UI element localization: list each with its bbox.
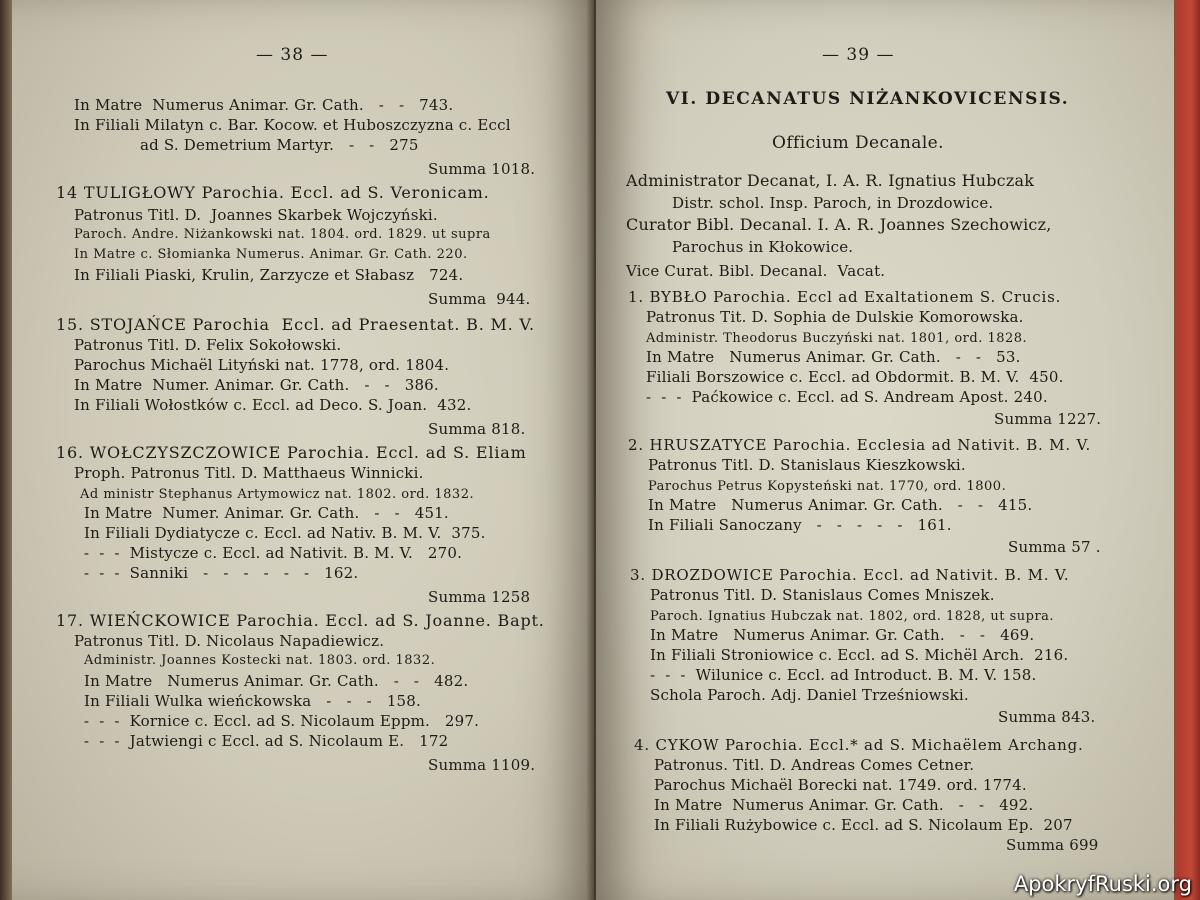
summa-line: Summa 843.: [998, 708, 1096, 726]
summa-line: Summa 57 .: [1008, 538, 1101, 556]
parish-heading: 17. WIEŃCKOWICE Parochia. Eccl. ad S. Joanne. Bapt.: [56, 611, 545, 630]
text-line: Curator Bibl. Decanal. I. A. R. Joannes Szechowicz,: [626, 215, 1052, 234]
parish-heading: 4. CYKOW Parochia. Eccl.* ad S. Michaëlem Archang.: [634, 736, 1084, 754]
page-number: — 38 —: [256, 45, 329, 65]
text-line: - - - Wilunice c. Eccl. ad Introduct. B. M. V. 158.: [650, 666, 1037, 684]
text-line: Ad ministr Stephanus Artymowicz nat. 1802. ord. 1832.: [80, 487, 475, 502]
summa-line: Summa 818.: [428, 420, 526, 438]
text-line: Administr. Joannes Kostecki nat. 1803. ord. 1832.: [84, 653, 436, 668]
text-line: Administrator Decanat, I. A. R. Ignatius Hubczak: [626, 171, 1035, 190]
summa-line: Summa 1018.: [428, 160, 536, 178]
text-line: In Filiali Sanoczany - - - - - 161.: [648, 516, 952, 534]
page-number: — 39 —: [822, 45, 895, 65]
section-title: Officium Decanale.: [772, 133, 944, 153]
text-line: - - - Kornice c. Eccl. ad S. Nicolaum Eppm. 297.: [84, 712, 480, 730]
text-line: In Filiali Wołostków c. Eccl. ad Deco. S. Joan. 432.: [74, 396, 472, 414]
summa-line: Summa 1258: [428, 588, 531, 606]
parish-heading: 1. BYBŁO Parochia. Eccl ad Exaltationem S. Crucis.: [628, 288, 1062, 306]
summa-line: Summa 699: [1006, 836, 1099, 854]
text-line: Parochus Michaël Lityński nat. 1778, ord. 1804.: [74, 356, 450, 374]
text-line: In Filiali Wulka wieńckowska - - - 158.: [84, 692, 422, 710]
text-line: In Matre c. Słomianka Numerus. Animar. Gr. Cath. 220.: [74, 247, 468, 262]
parish-heading: 3. DROZDOWICE Parochia. Eccl. ad Nativit. B. M. V.: [630, 566, 1070, 584]
text-line: Patronus. Titl. D. Andreas Comes Cetner.: [654, 756, 975, 774]
right-page: [596, 0, 1174, 900]
deanery-title: VI. DECANATUS NIŻANKOVICENSIS.: [666, 89, 1070, 109]
text-line: In Matre Numerus Animar. Gr. Cath. - - 743.: [74, 96, 454, 114]
text-line: Proph. Patronus Titl. D. Matthaeus Winnicki.: [74, 464, 424, 482]
text-line: In Matre Numerus Animar. Gr. Cath. - - 469.: [650, 626, 1035, 644]
text-line: In Matre Numerus Animar. Gr. Cath. - - 415.: [648, 496, 1033, 514]
text-line: Patronus Titl. D. Joannes Skarbek Wojczyński.: [74, 206, 438, 224]
text-line: Paroch. Andre. Niżankowski nat. 1804. ord. 1829. ut supra: [74, 227, 491, 242]
parish-heading: 2. HRUSZATYCE Parochia. Ecclesia ad Nativit. B. M. V.: [628, 436, 1092, 454]
text-line: Filiali Borszowice c. Eccl. ad Obdormit. B. M. V. 450.: [646, 368, 1064, 386]
text-line: ad S. Demetrium Martyr. - - 275: [140, 136, 419, 154]
text-line: In Matre Numerus Animar. Gr. Cath. - - 492.: [654, 796, 1034, 814]
summa-line: Summa 944.: [428, 290, 531, 308]
text-line: In Matre Numerus Animar. Gr. Cath. - - 53.: [646, 348, 1021, 366]
parish-heading: 16. WOŁCZYSZCZOWICE Parochia. Eccl. ad S. Eliam: [56, 443, 527, 462]
text-line: In Filiali Piaski, Krulin, Zarzycze et Słabasz 724.: [74, 266, 464, 284]
text-line: In Filiali Dydiatycze c. Eccl. ad Nativ. B. M. V. 375.: [84, 524, 486, 542]
book-cover-edge-right: [1170, 0, 1200, 900]
text-line: - - - Jatwiengi c Eccl. ad S. Nicolaum E. 172: [84, 732, 449, 750]
text-line: In Filiali Rużybowice c. Eccl. ad S. Nicolaum Ep. 207: [654, 816, 1073, 834]
summa-line: Summa 1109.: [428, 756, 536, 774]
text-line: - - - Mistycze c. Eccl. ad Nativit. B. M. V. 270.: [84, 544, 463, 562]
text-line: Distr. schol. Insp. Paroch, in Drozdowice.: [672, 194, 994, 212]
text-line: Schola Paroch. Adj. Daniel Trześniowski.: [650, 686, 969, 704]
text-line: - - - Paćkowice c. Eccl. ad S. Andream Apost. 240.: [646, 388, 1048, 406]
parish-heading: 15. STOJAŃCE Parochia Eccl. ad Praesentat. B. M. V.: [56, 315, 535, 334]
text-line: Patronus Titl. D. Nicolaus Napadiewicz.: [74, 632, 385, 650]
text-line: Patronus Titl. D. Stanislaus Comes Mniszek.: [650, 586, 995, 604]
text-line: Vice Curat. Bibl. Decanal. Vacat.: [626, 262, 886, 280]
text-line: Patronus Tit. D. Sophia de Dulskie Komorowska.: [646, 308, 1024, 326]
text-line: Patronus Titl. D. Stanislaus Kieszkowski.: [648, 456, 966, 474]
text-line: - - - Sanniki - - - - - - 162.: [84, 564, 359, 582]
text-line: Parochus Petrus Kopysteński nat. 1770, ord. 1800.: [648, 479, 1007, 494]
summa-line: Summa 1227.: [994, 410, 1102, 428]
text-line: Patronus Titl. D. Felix Sokołowski.: [74, 336, 342, 354]
text-line: In Filiali Stroniowice c. Eccl. ad S. Michël Arch. 216.: [650, 646, 1069, 664]
text-line: Parochus Michaël Borecki nat. 1749. ord. 1774.: [654, 776, 1027, 794]
text-line: In Matre Numer. Animar. Gr. Cath. - - 451.: [84, 504, 449, 522]
watermark: ApokryfRuski.org: [1013, 872, 1192, 896]
parish-heading: 14 TULIGŁOWY Parochia. Eccl. ad S. Veronicam.: [56, 183, 490, 202]
text-line: Paroch. Ignatius Hubczak nat. 1802, ord. 1828, ut supra.: [650, 609, 1055, 624]
text-line: In Matre Numer. Animar. Gr. Cath. - - 386.: [74, 376, 439, 394]
text-line: Administr. Theodorus Buczyński nat. 1801, ord. 1828.: [646, 331, 1028, 346]
text-line: Parochus in Kłokowice.: [672, 238, 854, 256]
text-line: In Matre Numerus Animar. Gr. Cath. - - 482.: [84, 672, 469, 690]
left-page: [12, 0, 594, 900]
text-line: In Filiali Milatyn c. Bar. Kocow. et Huboszczyzna c. Eccl: [74, 116, 511, 134]
